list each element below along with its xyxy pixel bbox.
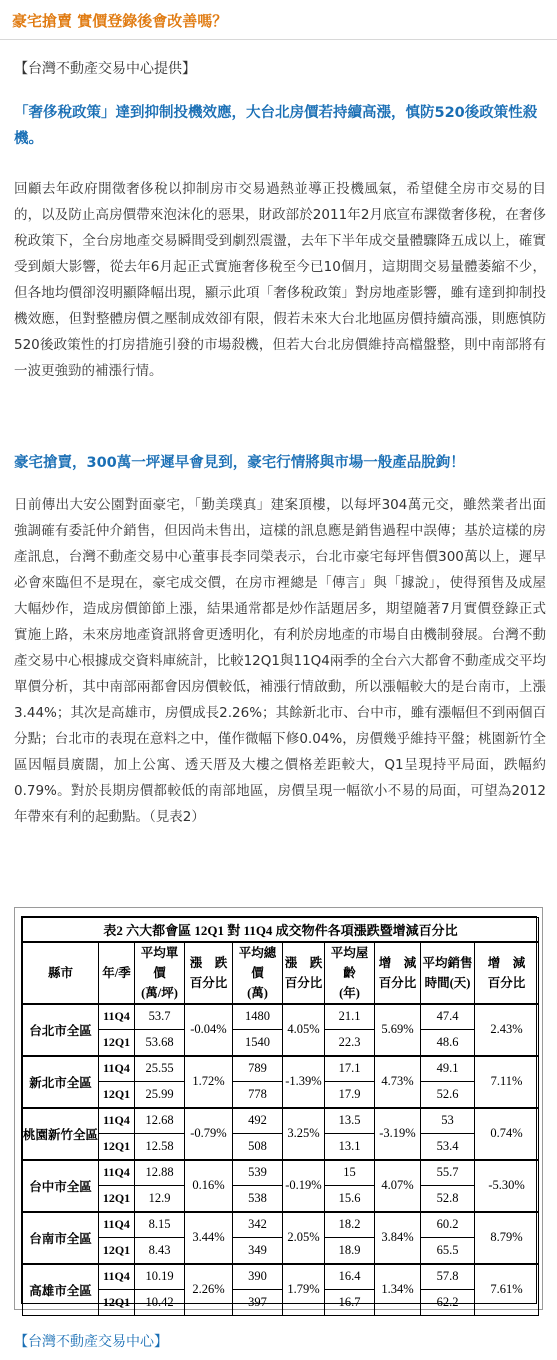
header-age	[325, 942, 375, 1004]
days-change-cell: 0.74%	[475, 1108, 539, 1160]
unit-price-cell: 12.58	[135, 1134, 185, 1160]
header-days	[421, 942, 475, 1004]
table-caption: 表2 六大都會區 12Q1 對 11Q4 成交物件各項漲跌暨增減百分比	[23, 918, 539, 942]
price-comparison-table	[21, 916, 537, 1309]
days-change-cell: 2.43%	[475, 1004, 539, 1056]
table-row	[23, 1212, 539, 1238]
table-row	[23, 1030, 539, 1056]
region-cell: 桃園新竹全區	[23, 1108, 99, 1160]
section2-paragraph: 日前傳出大安公園對面豪宅，「勤美璞真」建案頂樓，以每坪304萬元交，雖然業者出面強調確有委託仲介銷售，但因尚未售出，這樣的訊息應是銷售過程中誤傳；基於這樣的房產訊息，台灣不動產交易中心董事長李同榮表示，台北市豪宅每坪售價300萬以上，遲早必會來臨但不是現在，豪宅成交價，在房市裡總是「傳言」與「據說」，使得預售及成屋大幅炒作，造成房價節節上漲，結果通常都是炒作話題居多，期望隨著7月實價登錄正式實施上路，未來房地產資訊將會更透明化，有利於房地產的市場自由機制發展。台灣不動產交易中心根據成交資料庫統計，比較12Q1與11Q4兩季的全台六大都會不動產成交平均單價分析，其中南部兩都會因房價較低，補漲行情啟動，所以漲幅較大的是台南市，上漲3.44%；其次是高雄市，房價成長2.26%；其餘新北市、台中市，雖有漲幅但不到兩個百分點；台北市的表現在意料之中，僅作微幅下修0.04%，房價幾乎維持平盤；桃園新竹全區因幅員廣闊，加上公寓、透天厝及大樓之價格差距較大，Q1呈現持平局面，跌幅約0.79%。對於長期房價都較低的南部地區，房價呈現一幅欲小不易的局面，可望為2012年帶來有利的起動點。（見表2）	[14, 497, 546, 825]
total-change-cell: 2.05%	[283, 1212, 325, 1264]
age-change-cell: 1.34%	[375, 1264, 421, 1316]
unit-price-cell: 8.15	[135, 1212, 185, 1238]
header-unit-change-l2: 百分比	[189, 975, 228, 990]
total-price-cell: 342	[233, 1212, 283, 1238]
header-total-price-l1: 平均總價	[238, 945, 277, 980]
total-price-cell: 778	[233, 1082, 283, 1108]
total-price-cell: 390	[233, 1264, 283, 1290]
age-cell: 15	[325, 1160, 375, 1186]
region-cell: 台北市全區	[23, 1004, 99, 1056]
total-price-cell: 1480	[233, 1004, 283, 1030]
days-change-cell: 8.79%	[475, 1212, 539, 1264]
days-cell: 57.8	[421, 1264, 475, 1290]
table-row	[23, 1264, 539, 1290]
period-cell: 12Q1	[99, 1186, 135, 1212]
table-row	[23, 1238, 539, 1264]
days-cell: 52.6	[421, 1082, 475, 1108]
header-age-change-l1: 增 減	[378, 955, 417, 970]
period-cell: 11Q4	[99, 1264, 135, 1290]
age-cell: 18.2	[325, 1212, 375, 1238]
days-change-cell: 7.11%	[475, 1056, 539, 1108]
total-price-cell: 1540	[233, 1030, 283, 1056]
header-age-change-l2: 百分比	[378, 975, 417, 990]
period-cell: 11Q4	[99, 1056, 135, 1082]
days-cell: 65.5	[421, 1238, 475, 1264]
header-days-change	[475, 942, 539, 1004]
period-cell: 11Q4	[99, 1004, 135, 1030]
total-change-cell: -1.39%	[283, 1056, 325, 1108]
region-cell: 新北市全區	[23, 1056, 99, 1108]
unit-change-cell: 0.16%	[185, 1160, 233, 1212]
days-cell: 55.7	[421, 1160, 475, 1186]
section1-heading: 「奢侈稅政策」達到抑制投機效應，大台北房價若持續高漲，慎防520後政策性殺機。	[14, 105, 538, 147]
period-cell: 11Q4	[99, 1212, 135, 1238]
days-cell: 53.4	[421, 1134, 475, 1160]
days-change-cell: -5.30%	[475, 1160, 539, 1212]
unit-price-cell: 53.68	[135, 1030, 185, 1056]
age-cell: 16.4	[325, 1264, 375, 1290]
days-cell: 60.2	[421, 1212, 475, 1238]
days-cell: 62.2	[421, 1290, 475, 1316]
age-change-cell: 4.07%	[375, 1160, 421, 1212]
unit-price-cell: 12.88	[135, 1160, 185, 1186]
table-row	[23, 1056, 539, 1082]
period-cell: 12Q1	[99, 1082, 135, 1108]
days-change-cell: 7.61%	[475, 1264, 539, 1316]
period-cell: 12Q1	[99, 1134, 135, 1160]
period-cell: 11Q4	[99, 1160, 135, 1186]
total-price-cell: 538	[233, 1186, 283, 1212]
age-cell: 17.1	[325, 1056, 375, 1082]
total-change-cell: 1.79%	[283, 1264, 325, 1316]
header-days-l2: 時間(天)	[424, 975, 471, 990]
age-cell: 13.5	[325, 1108, 375, 1134]
age-cell: 17.9	[325, 1082, 375, 1108]
header-unit-change-l1: 漲 跌	[189, 955, 228, 970]
period-cell: 11Q4	[99, 1108, 135, 1134]
header-total-change-l1: 漲 跌	[284, 955, 323, 970]
total-change-cell: 4.05%	[283, 1004, 325, 1056]
age-cell: 15.6	[325, 1186, 375, 1212]
days-cell: 48.6	[421, 1030, 475, 1056]
unit-price-cell: 12.9	[135, 1186, 185, 1212]
age-change-cell: 4.73%	[375, 1056, 421, 1108]
total-price-cell: 508	[233, 1134, 283, 1160]
header-unit-change	[185, 942, 233, 1004]
total-price-cell: 397	[233, 1290, 283, 1316]
unit-change-cell: 2.26%	[185, 1264, 233, 1316]
age-cell: 16.7	[325, 1290, 375, 1316]
region-cell: 台南市全區	[23, 1212, 99, 1264]
table-row	[23, 1082, 539, 1108]
source-label: 【台灣不動產交易中心提供】	[14, 61, 196, 77]
unit-change-cell: -0.79%	[185, 1108, 233, 1160]
total-price-cell: 539	[233, 1160, 283, 1186]
unit-price-cell: 10.19	[135, 1264, 185, 1290]
table-image-frame	[14, 907, 543, 1310]
age-cell: 18.9	[325, 1238, 375, 1264]
footer-source-link[interactable]: 【台灣不動產交易中心】	[14, 1334, 168, 1350]
total-change-cell: -0.19%	[283, 1160, 325, 1212]
days-cell: 53	[421, 1108, 475, 1134]
age-change-cell: -3.19%	[375, 1108, 421, 1160]
header-age-l2: (年)	[339, 985, 360, 1000]
age-cell: 22.3	[325, 1030, 375, 1056]
period-cell: 12Q1	[99, 1238, 135, 1264]
days-cell: 52.8	[421, 1186, 475, 1212]
unit-change-cell: -0.04%	[185, 1004, 233, 1056]
period-cell: 12Q1	[99, 1030, 135, 1056]
header-unit-price-l2: (萬/坪)	[141, 985, 178, 1000]
header-age-l1: 平均屋齡	[330, 945, 369, 980]
header-days-change-l2: 百分比	[487, 975, 526, 990]
days-cell: 49.1	[421, 1056, 475, 1082]
header-total-price	[233, 942, 283, 1004]
header-total-change-l2: 百分比	[284, 975, 323, 990]
unit-price-cell: 25.99	[135, 1082, 185, 1108]
unit-price-cell: 53.7	[135, 1004, 185, 1030]
article-title: 豪宅搶賣 實價登錄後會改善嗎？	[12, 12, 228, 30]
header-total-price-l2: (萬)	[247, 985, 268, 1000]
table-header-row	[23, 942, 539, 1004]
header-total-change	[283, 942, 325, 1004]
age-cell: 13.1	[325, 1134, 375, 1160]
total-change-cell: 3.25%	[283, 1108, 325, 1160]
age-change-cell: 3.84%	[375, 1212, 421, 1264]
header-period: 年/季	[99, 942, 135, 1004]
unit-price-cell: 8.43	[135, 1238, 185, 1264]
section2-heading: 豪宅搶賣，300萬一坪遲早會見到，豪宅行情將與市場一般產品脫鉤！	[14, 455, 465, 471]
unit-price-cell: 12.68	[135, 1108, 185, 1134]
unit-price-cell: 25.55	[135, 1056, 185, 1082]
days-cell: 47.4	[421, 1004, 475, 1030]
total-price-cell: 789	[233, 1056, 283, 1082]
table-row	[23, 1134, 539, 1160]
title-bar	[0, 0, 557, 40]
region-cell: 高雄市全區	[23, 1264, 99, 1316]
total-price-cell: 492	[233, 1108, 283, 1134]
age-cell: 21.1	[325, 1004, 375, 1030]
header-age-change	[375, 942, 421, 1004]
table-row	[23, 1290, 539, 1316]
unit-change-cell: 3.44%	[185, 1212, 233, 1264]
header-unit-price	[135, 942, 185, 1004]
table-row	[23, 1186, 539, 1212]
table-row	[23, 1004, 539, 1030]
total-price-cell: 349	[233, 1238, 283, 1264]
region-cell: 台中市全區	[23, 1160, 99, 1212]
header-days-change-l1: 增 減	[487, 955, 526, 970]
header-unit-price-l1: 平均單價	[140, 945, 179, 980]
header-days-l1: 平均銷售	[422, 955, 473, 970]
table-row	[23, 1108, 539, 1134]
unit-change-cell: 1.72%	[185, 1056, 233, 1108]
unit-price-cell: 10.42	[135, 1290, 185, 1316]
section1-paragraph: 回顧去年政府開徵奢侈稅以抑制房市交易過熱並導正投機風氣，希望健全房市交易的目的，以及防止高房價帶來泡沫化的惡果，財政部於2011年2月底宣布課徵奢侈稅，在奢侈稅政策下，全台房地產交易瞬間受到劇烈震盪，去年下半年成交量體驟降五成以上，確實受到頗大影響，從去年6月起正式實施奢侈稅至今已10個月，這期間交易量體萎縮不少，但各地均價卻沒明顯降幅出現，顯示此項「奢侈稅政策」對房地產影響，雖有達到抑制投機效應，但對整體房價之壓制成效卻有限，假若未來大台北地區房價持續高漲，則應慎防520後政策性的打房措施引發的市場殺機，但若大台北房價維持高檔盤整，則中南部將有一波更強勁的補漲行情。	[14, 181, 546, 379]
age-change-cell: 5.69%	[375, 1004, 421, 1056]
table-row	[23, 1160, 539, 1186]
header-region: 縣市	[23, 942, 99, 1004]
period-cell: 12Q1	[99, 1290, 135, 1316]
